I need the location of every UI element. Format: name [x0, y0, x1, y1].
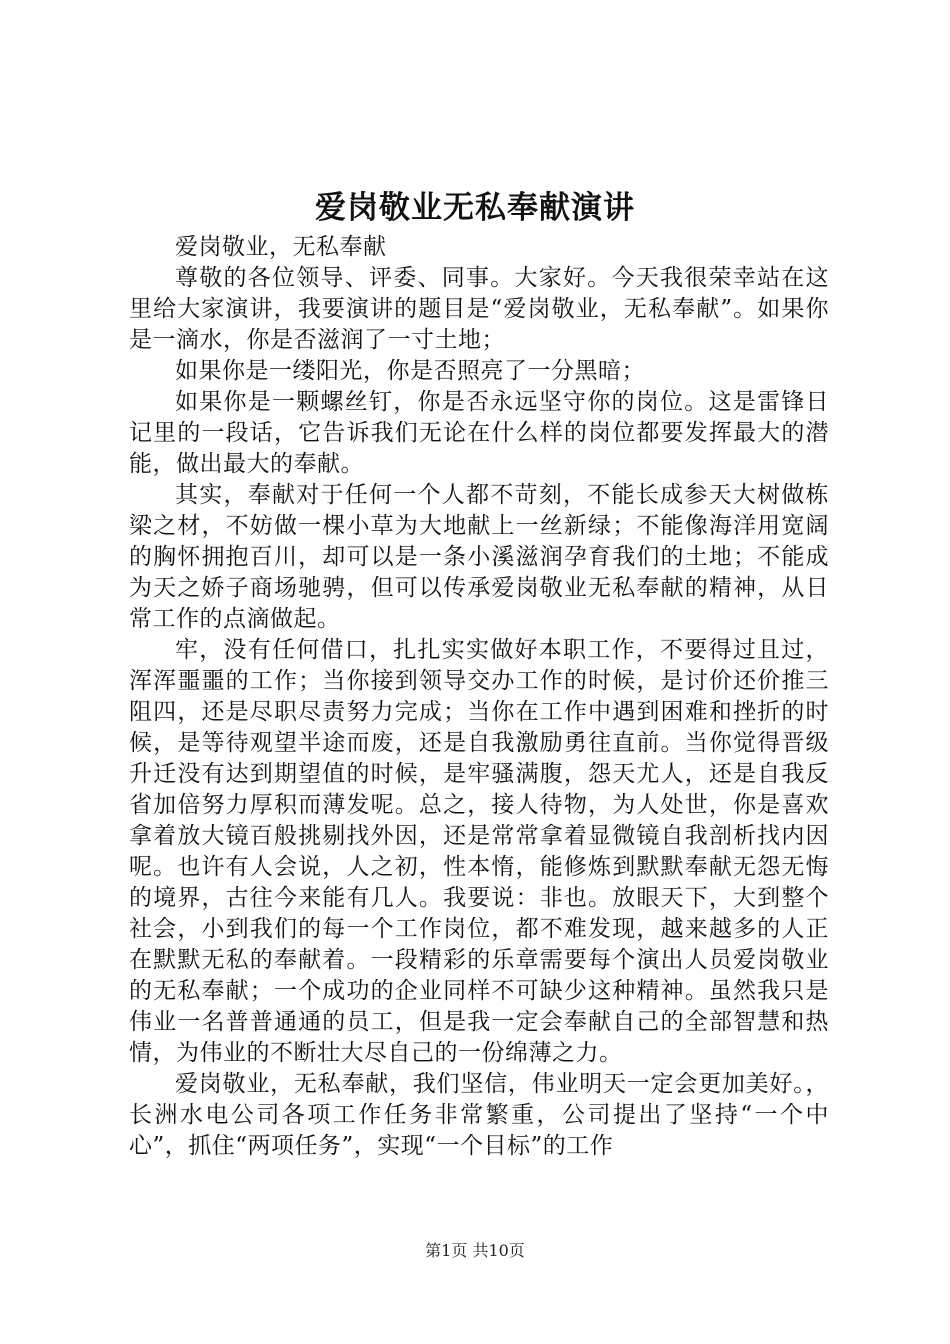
page-footer	[0, 1240, 950, 1262]
paragraph-dedication: 其实，奉献对于任何一个人都不苛刻，不能长成参天大树做栋梁之材，不妨做一棵小草为大地献上一丝新绿；不能像海洋用宽阔的胸怀拥抱百川，却可以是一条小溪滋润孕育我们的土地；不能成为天之娇子商场驰骋，但可以传承爱岗敬业无私奉献的精神，从日常工作的点滴做起。	[129, 482, 829, 632]
paragraph-screw: 如果你是一颗螺丝钉，你是否永远坚守你的岗位。这是雷锋日记里的一段话，它告诉我们无论在什么样的岗位都要发挥最大的潜能，做出最大的奉献。	[129, 389, 829, 477]
paragraph-greeting: 尊敬的各位领导、评委、同事。大家好。今天我很荣幸站在这里给大家演讲，我要演讲的题目是“爱岗敬业，无私奉献”。如果你是一滴水，你是否滋润了一寸土地；	[129, 265, 829, 353]
paragraph-subtitle: 爱岗敬业，无私奉献	[175, 234, 387, 260]
page-number: 第1页 共10页	[425, 1241, 525, 1260]
paragraph-sunlight: 如果你是一缕阳光，你是否照亮了一分黑暗；	[175, 358, 645, 384]
document-body	[129, 232, 829, 1162]
paragraph-no-excuses: 牢，没有任何借口，扎扎实实做好本职工作，不要得过且过，浑浑噩噩的工作；当你接到领导交办工作的时候，是讨价还价推三阻四，还是尽职尽责努力完成；当你在工作中遇到困难和挫折的时候，是等待观望半途而废，还是自我激励勇往直前。当你觉得晋级升迁没有达到期望值的时候，是牢骚满腹，怨天尤人，还是自我反省加倍努力厚积而薄发呢。总之，接人待物，为人处世，你是喜欢拿着放大镜百般挑剔找外因，还是常常拿着显微镜自我剖析找内因呢。也许有人会说，人之初，性本惰，能修炼到默默奉献无怨无悔的境界，古往今来能有几人。我要说：非也。放眼天下，大到整个社会，小到我们的每一个工作岗位，都不难发现，越来越多的人正在默默无私的奉献着。一段精彩的乐章需要每个演出人员爱岗敬业的无私奉献；一个成功的企业同样不可缺少这种精神。虽然我只是伟业一名普普通通的员工，但是我一定会奉献自己的全部智慧和热情，为伟业的不断壮大尽自己的一份绵薄之力。	[129, 637, 829, 1066]
paragraph-conclusion: 爱岗敬业，无私奉献，我们坚信，伟业明天一定会更加美好。，长洲水电公司各项工作任务非常繁重，公司提出了坚持“一个中心”，抓住“两项任务”，实现“一个目标”的工作	[129, 1071, 829, 1159]
document-title: 爱岗敬业无私奉献演讲	[315, 190, 635, 226]
